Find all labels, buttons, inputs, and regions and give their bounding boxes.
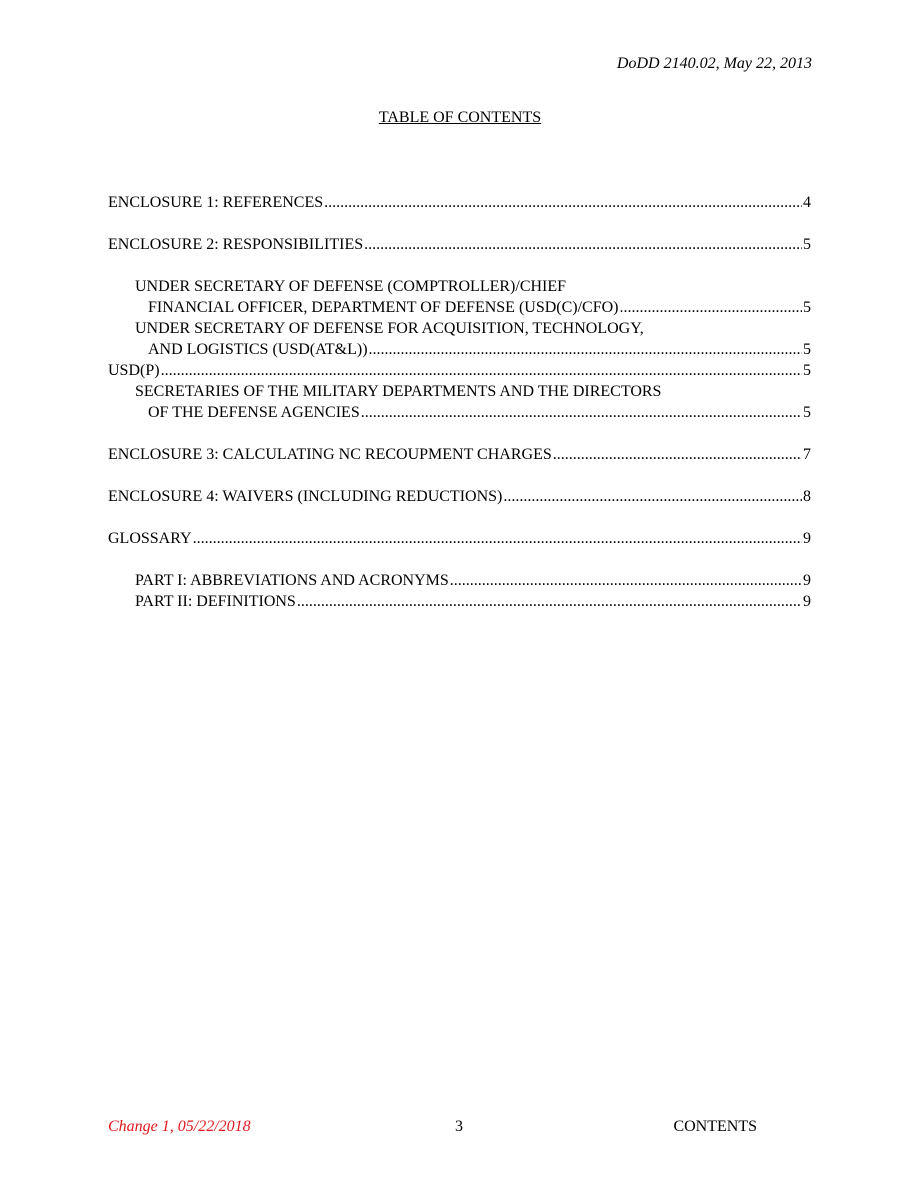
- leader-dots: [361, 402, 802, 423]
- toc-entry-label: PART I: ABBREVIATIONS AND ACRONYMS: [135, 572, 449, 589]
- toc-entry-label: PART II: DEFINITIONS: [135, 593, 296, 610]
- toc-entry-label: AND LOGISTICS (USD(AT&L)): [148, 341, 368, 358]
- toc-entry-secretaries-line1[interactable]: SECRETARIES OF THE MILITARY DEPARTMENTS AND THE DIRECTORS: [135, 383, 662, 400]
- toc-entry-part-2[interactable]: [108, 591, 811, 612]
- toc-entry-label: ENCLOSURE 4: WAIVERS (INCLUDING REDUCTIONS): [108, 488, 503, 505]
- toc-entry-usdc[interactable]: [108, 297, 811, 318]
- spacer: [108, 213, 811, 234]
- leader-dots: [161, 360, 802, 381]
- toc-entry-page: 5: [803, 341, 811, 358]
- toc-entry-page: 9: [803, 593, 811, 610]
- leader-dots: [364, 234, 802, 255]
- toc-entry-page: 8: [803, 488, 811, 505]
- leader-dots: [503, 486, 802, 507]
- spacer: [108, 507, 811, 528]
- toc-entry-page: 5: [803, 299, 811, 316]
- toc-entry-page: 5: [803, 236, 811, 253]
- toc-entry-usdp[interactable]: [108, 360, 811, 381]
- leader-dots: [553, 444, 802, 465]
- leader-dots: [369, 339, 802, 360]
- table-of-contents: [108, 192, 811, 612]
- spacer: [108, 465, 811, 486]
- toc-entry-usdatl-line1[interactable]: UNDER SECRETARY OF DEFENSE FOR ACQUISITION, TECHNOLOGY,: [135, 320, 644, 337]
- toc-title: [0, 108, 920, 128]
- toc-entry-label: ENCLOSURE 3: CALCULATING NC RECOUPMENT CHARGES: [108, 446, 552, 463]
- toc-entry-page: 4: [803, 194, 811, 211]
- toc-entry-label: ENCLOSURE 2: RESPONSIBILITIES: [108, 236, 364, 253]
- toc-entry-enclosure-1[interactable]: [108, 192, 811, 213]
- leader-dots: [450, 570, 802, 591]
- spacer: [108, 255, 811, 276]
- toc-entry-label: ENCLOSURE 1: REFERENCES: [108, 194, 324, 211]
- toc-entry-page: 9: [803, 572, 811, 589]
- toc-entry-enclosure-4[interactable]: [108, 486, 811, 507]
- toc-entry-label: USD(P): [108, 362, 160, 379]
- toc-entry-page: 5: [803, 404, 811, 421]
- document-header: DoDD 2140.02, May 22, 2013: [616, 55, 812, 72]
- page-number: 3: [455, 1118, 463, 1135]
- leader-dots: [324, 192, 802, 213]
- leader-dots: [620, 297, 803, 318]
- spacer: [108, 549, 811, 570]
- toc-entry-label: OF THE DEFENSE AGENCIES: [148, 404, 360, 421]
- toc-entry-secretaries[interactable]: [108, 402, 811, 423]
- toc-entry-label: GLOSSARY: [108, 530, 192, 547]
- toc-entry-glossary[interactable]: [108, 528, 811, 549]
- section-name: CONTENTS: [673, 1118, 757, 1135]
- toc-entry-usdc-line1[interactable]: UNDER SECRETARY OF DEFENSE (COMPTROLLER)/CHIEF: [135, 278, 567, 295]
- toc-entry-page: 5: [803, 362, 811, 379]
- toc-entry-label: FINANCIAL OFFICER, DEPARTMENT OF DEFENSE (USD(C)/CFO): [148, 299, 619, 316]
- toc-title-text: TABLE OF CONTENTS: [378, 109, 542, 126]
- change-notice: Change 1, 05/22/2018: [108, 1118, 251, 1135]
- leader-dots: [193, 528, 802, 549]
- toc-entry-usdatl[interactable]: [108, 339, 811, 360]
- toc-entry-enclosure-2[interactable]: [108, 234, 811, 255]
- toc-entry-enclosure-3[interactable]: [108, 444, 811, 465]
- spacer: [108, 423, 811, 444]
- toc-entry-page: 7: [803, 446, 811, 463]
- toc-entry-page: 9: [803, 530, 811, 547]
- toc-entry-part-1[interactable]: [108, 570, 811, 591]
- leader-dots: [297, 591, 802, 612]
